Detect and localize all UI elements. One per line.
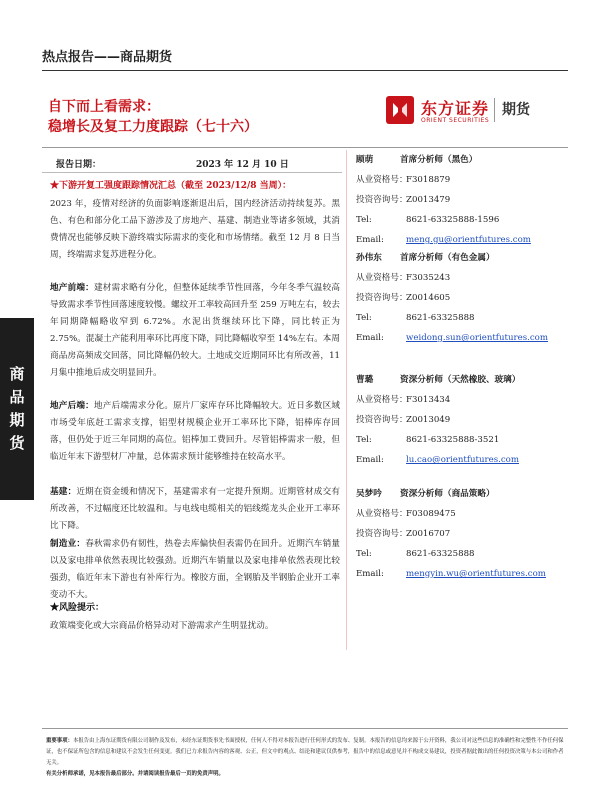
side-category-tab	[0, 318, 34, 500]
paragraph-text: 地产后端需求分化。原片厂家库存环比降幅较大。近日多数区域市场受年底赶工需求支撑，铝型材规模企业开工率环比下降，铝棒库存回落，但仍处于近三年同期的高位。铝棒加工费回升。尽管铝棒需求一般，但临近年末下游型材厂冲量，总体需求预计能够维持在较高水平。	[50, 401, 340, 462]
invest-label: 投资咨询号：	[356, 415, 408, 425]
analyst-name: 顾萌	[356, 155, 374, 165]
cert-label: 从业资格号：	[356, 509, 408, 519]
manufacturing-paragraph	[50, 536, 340, 604]
disclaimer-text	[46, 736, 568, 780]
risk-heading: ★风险提示：	[50, 603, 105, 613]
email-label: Email:	[356, 235, 384, 245]
real-estate-back-paragraph	[50, 398, 340, 466]
column-divider	[346, 150, 347, 650]
cert-number: F3013434	[406, 395, 451, 405]
logo-futures-label: 期货	[502, 102, 530, 118]
invest-label: 投资咨询号：	[356, 293, 408, 303]
email-label: Email:	[356, 569, 384, 579]
logo-company-name: 东方证券	[421, 99, 490, 118]
paragraph-text: 春秋需求仍有韧性，热卷去库偏快但表需仍在回升。近期汽车销量以及家电排单依然表现比较强劲。近期汽车销量以及家电排单依然表现比较强劲，临近年末下游也有补库行为。橡胶方面，全钢胎及半钢胎企业开工率变动不大。	[50, 539, 340, 600]
email-label: Email:	[356, 455, 384, 465]
paragraph-text: 政策端变化或大宗商品价格异动对下游需求产生明显扰动。	[50, 621, 274, 631]
email-link[interactable]: weidong.sun@orientfutures.com	[406, 333, 548, 343]
analyst-role: 首席分析师（有色金属）	[400, 253, 495, 263]
paragraph-text: 2023 年，疫情对经济的负面影响逐渐退出后，国内经济活动持续复苏。黑色、有色和部分化工品下游涉及了房地产、基建、制造业等诸多领域，其消费情况也能够反映下游终端实际需求的变化和市场情绪。截至 12 月 8 日当周，终端需求复苏进程分化。	[50, 199, 340, 260]
date-divider	[42, 172, 342, 173]
paragraph-text: 近期在资金缓和情况下，基建需求有一定提升预期。近期管材成交有所改善，不过幅度还比较温和。与电线电缆相关的铝线缆龙头企业开工率环比下降。	[50, 487, 340, 531]
tel-label: Tel:	[356, 549, 372, 559]
email-link[interactable]: meng.gu@orientfutures.com	[406, 235, 531, 245]
tel-number: 8621-63325888	[406, 549, 475, 559]
infrastructure-paragraph	[50, 484, 340, 535]
side-tab-char: 货	[9, 434, 25, 452]
title-divider	[42, 147, 568, 148]
analyst-card	[356, 484, 568, 584]
report-date-label: 报告日期：	[56, 160, 102, 170]
disclaimer-body: 本报告由上海东证期货有限公司制作及发布，未经东证期货事先书面授权，任何人不得对本报告进行任何形式的发布、复制。本报告的信息均来源于公开资料，我公司对这些信息的准确性和完整性不作任何保证，也不保证所包含的信息和建议不会发生任何变更。我们已力求报告内容的客观、公正，但文中的观点、结论和建议仅供参考，报告中的信息或意见并不构成交易建议，投资者据此做出的任何投资决策与本公司和作者无关。	[46, 738, 564, 766]
invest-number: Z0013049	[406, 415, 451, 425]
tel-number: 8621-63325888-3521	[406, 435, 500, 445]
analyst-name: 吴梦吟	[356, 489, 382, 499]
invest-number: Z0013479	[406, 195, 451, 205]
paragraph-lead: 地产前端：	[50, 283, 94, 293]
paragraph-lead: 基建：	[50, 487, 77, 497]
report-title-line2: 稳增长及复工力度跟踪（七十六）	[48, 119, 258, 135]
cert-label: 从业资格号：	[356, 395, 408, 405]
invest-label: 投资咨询号：	[356, 195, 408, 205]
invest-number: Z0016707	[406, 529, 451, 539]
header-divider	[42, 70, 568, 71]
paragraph-text: 建材需求略有分化，但整体延续季节性回落，今年冬季气温较高导致需求季节性回落速度较慢。螺纹开工率较高回升至 259 万吨左右，较去年同期降幅略收窄到 6.72%。水泥出货继续环比下降，同比转正为 2.75%。混凝土产能利用率环比再度下降，同比降幅收窄至 14%左右。本周商品房高频成交回落，同比降幅仍较大。土地成交近期同环比有所改善，11 月集中推地后成交明显回升。	[50, 283, 340, 378]
tel-number: 8621-63325888	[406, 313, 475, 323]
analyst-card	[356, 370, 568, 470]
invest-number: Z0014605	[406, 293, 451, 303]
email-label: Email:	[356, 333, 384, 343]
report-title-line1: 自下而上看需求：	[48, 99, 160, 115]
logo-separator	[494, 98, 495, 122]
invest-label: 投资咨询号：	[356, 529, 408, 539]
report-date-value: 2023 年 12 月 10 日	[196, 160, 289, 170]
side-tab-char: 商	[9, 365, 25, 383]
paragraph-lead: 制造业：	[50, 539, 86, 549]
logo-english-name: ORIENT SECURITIES	[421, 117, 490, 124]
side-tab-char: 期	[9, 411, 25, 429]
analyst-role: 首席分析师（黑色）	[400, 155, 478, 165]
cert-number: F3018879	[406, 175, 451, 185]
cert-label: 从业资格号：	[356, 175, 408, 185]
email-link[interactable]: mengyin.wu@orientfutures.com	[406, 569, 546, 579]
orient-securities-logo-icon	[384, 94, 416, 126]
tel-label: Tel:	[356, 435, 372, 445]
side-tab-char: 品	[9, 388, 25, 406]
analyst-card	[356, 150, 568, 250]
intro-paragraph	[50, 196, 340, 264]
analyst-name: 曹璐	[356, 375, 374, 385]
tel-label: Tel:	[356, 313, 372, 323]
disclaimer-tail: 有关分析师承诺，见本报告最后部分。并请阅读报告最后一页的免责声明。	[46, 771, 224, 777]
analyst-name: 孙伟东	[356, 253, 382, 263]
analyst-card	[356, 248, 568, 348]
cert-number: F03089475	[406, 509, 456, 519]
report-category-header: 热点报告——商品期货	[42, 50, 173, 65]
real-estate-front-paragraph	[50, 280, 340, 382]
analyst-role: 资深分析师（天然橡胶、玻璃）	[400, 375, 521, 385]
footer-divider	[42, 728, 568, 729]
analyst-role: 资深分析师（商品策略）	[400, 489, 495, 499]
paragraph-lead: 地产后端：	[50, 401, 94, 411]
cert-label: 从业资格号：	[356, 273, 408, 283]
tel-number: 8621-63325888-1596	[406, 215, 500, 225]
disclaimer-lead: 重要事项：	[46, 738, 73, 744]
tel-label: Tel:	[356, 215, 372, 225]
risk-paragraph	[50, 618, 340, 635]
cert-number: F3035243	[406, 273, 451, 283]
email-link[interactable]: lu.cao@orientfutures.com	[406, 455, 519, 465]
section-heading: ★下游开复工强度跟踪情况汇总（截至 2023/12/8 当周）：	[50, 181, 292, 191]
